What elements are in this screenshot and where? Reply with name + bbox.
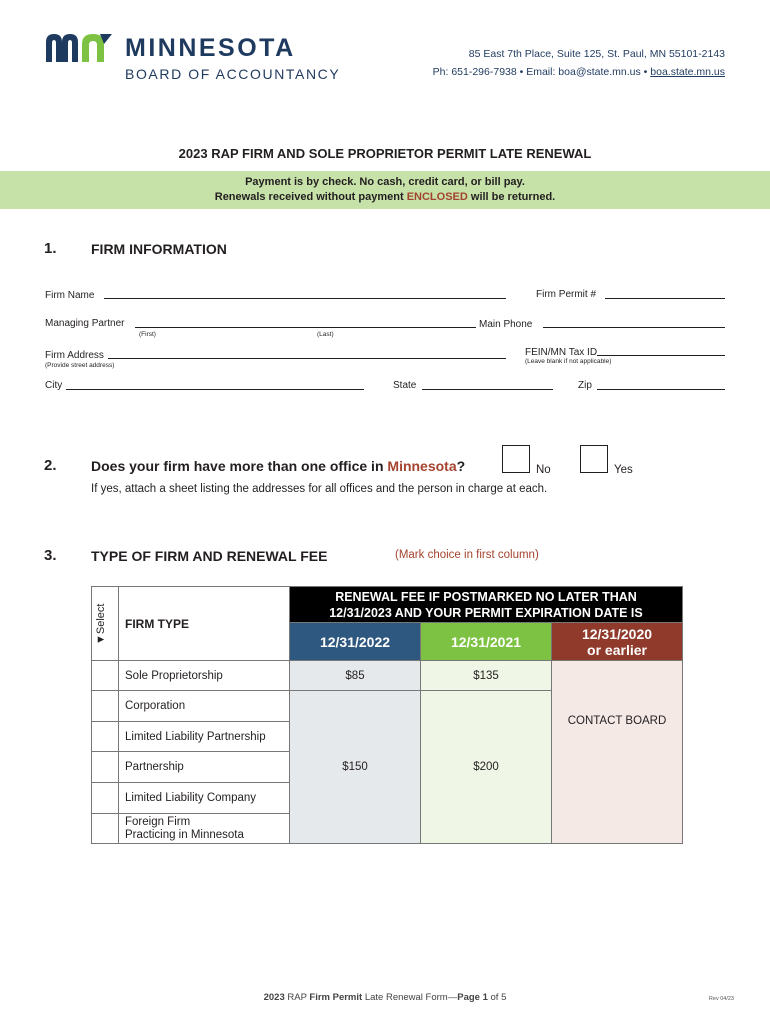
fee-other-2022: $150 xyxy=(290,691,421,844)
date3-line-1: 12/31/2020 xyxy=(581,625,653,642)
state-label: State xyxy=(393,380,417,391)
select-llc[interactable] xyxy=(92,783,119,814)
date3-line-2: or earlier xyxy=(587,641,647,658)
fein-hint: (Leave blank if not applicable) xyxy=(525,358,612,365)
select-header-label: ▼Select xyxy=(95,603,107,645)
section-2-question xyxy=(91,458,465,474)
yes-label: Yes xyxy=(614,464,633,476)
no-checkbox[interactable] xyxy=(502,445,530,473)
first-name-hint: (First) xyxy=(139,331,156,338)
select-corporation[interactable] xyxy=(92,691,119,722)
select-foreign-firm[interactable] xyxy=(92,814,119,844)
question-minnesota: Minnesota xyxy=(387,458,457,474)
main-phone-field[interactable] xyxy=(543,327,725,328)
select-partnership[interactable] xyxy=(92,752,119,783)
date-column-2021: 12/31/2021 xyxy=(421,623,552,661)
firm-permit-field[interactable] xyxy=(605,298,725,299)
org-name: MINNESOTA xyxy=(125,34,296,62)
firm-type-corporation: Corporation xyxy=(119,691,290,722)
section-3-hint: (Mark choice in first column) xyxy=(395,549,539,561)
managing-partner-label: Managing Partner xyxy=(45,318,125,329)
minnesota-logo-icon xyxy=(44,30,114,64)
renewal-fee-header xyxy=(290,587,683,623)
section-3-number: 3. xyxy=(44,547,57,564)
zip-field[interactable] xyxy=(597,389,725,390)
firm-address-hint: (Provide street address) xyxy=(45,362,115,369)
payment-line-1: Payment is by check. No cash, credit card, or bill pay. xyxy=(245,176,525,188)
state-field[interactable] xyxy=(422,389,553,390)
revision-date: Rev 04/23 xyxy=(708,996,734,1002)
firm-type-sole-proprietorship: Sole Proprietorship xyxy=(119,661,290,691)
payment-line-2-post: will be returned. xyxy=(467,191,556,203)
form-title: 2023 RAP FIRM AND SOLE PROPRIETOR PERMIT LATE RENEWAL xyxy=(178,146,592,161)
question-text: Does your firm have more than one office in xyxy=(91,458,388,474)
footer-year: 2023 xyxy=(263,992,285,1003)
phone-email: Ph: 651-296-7938 • Email: boa@state.mn.us • xyxy=(432,66,651,78)
footer-page-number: Page 1 xyxy=(457,992,488,1003)
section-2-number: 2. xyxy=(44,457,57,474)
payment-line-2-pre: Renewals received without payment xyxy=(214,191,407,203)
firm-address-label: Firm Address xyxy=(45,350,104,361)
firm-name-label: Firm Name xyxy=(45,290,95,301)
last-name-hint: (Last) xyxy=(317,331,334,338)
date-column-2022: 12/31/2022 xyxy=(290,623,421,661)
renewal-header-line-2: 12/31/2023 AND YOUR PERMIT EXPIRATION DATE IS xyxy=(329,605,643,620)
firm-name-field[interactable] xyxy=(104,298,506,299)
main-phone-label: Main Phone xyxy=(479,319,533,330)
section-2-note: If yes, attach a sheet listing the addresses for all offices and the person in charge at each. xyxy=(91,483,548,495)
date-column-2020-or-earlier xyxy=(552,623,683,661)
contact-board-cell: CONTACT BOARD xyxy=(552,661,683,844)
select-header xyxy=(92,587,119,661)
contact-block xyxy=(433,45,725,81)
section-1-title: FIRM INFORMATION xyxy=(91,241,227,257)
city-field[interactable] xyxy=(66,389,364,390)
firm-address-field[interactable] xyxy=(108,358,506,359)
fee-sole-2022: $85 xyxy=(290,661,421,691)
payment-line-2 xyxy=(0,190,770,205)
fein-field[interactable] xyxy=(597,355,725,356)
footer-mid: Late Renewal Form— xyxy=(362,992,458,1003)
managing-partner-field[interactable] xyxy=(135,327,476,328)
website-link[interactable]: boa.state.mn.us xyxy=(650,66,725,78)
foreign-firm-line-2: Practicing in Minnesota xyxy=(125,828,244,841)
contact-line xyxy=(433,63,725,81)
firm-type-foreign-firm xyxy=(119,814,290,844)
payment-notice xyxy=(0,171,770,209)
question-mark: ? xyxy=(456,458,466,474)
payment-enclosed: ENCLOSED xyxy=(406,191,468,203)
fee-other-2021: $200 xyxy=(421,691,552,844)
fee-table xyxy=(91,586,683,844)
zip-label: Zip xyxy=(578,380,592,391)
no-label: No xyxy=(536,464,551,476)
foreign-firm-line-1: Foreign Firm xyxy=(125,815,191,828)
fein-label: FEIN/MN Tax ID xyxy=(525,347,598,358)
footer-form-name: Firm Permit xyxy=(309,992,363,1003)
footer-pre: RAP xyxy=(284,992,310,1003)
address: 85 East 7th Place, Suite 125, St. Paul, MN 55101-2143 xyxy=(468,48,725,60)
yes-checkbox[interactable] xyxy=(580,445,608,473)
firm-permit-label: Firm Permit # xyxy=(536,289,596,300)
fee-sole-2021: $135 xyxy=(421,661,552,691)
city-label: City xyxy=(45,380,63,391)
renewal-header-line-1: RENEWAL FEE IF POSTMARKED NO LATER THAN xyxy=(335,589,637,604)
page-footer xyxy=(0,992,770,1003)
select-sole-proprietorship[interactable] xyxy=(92,661,119,691)
firm-type-header: FIRM TYPE xyxy=(119,587,290,661)
org-subtitle: BOARD OF ACCOUNTANCY xyxy=(125,66,341,82)
section-3-title: TYPE OF FIRM AND RENEWAL FEE xyxy=(91,548,328,564)
section-1-number: 1. xyxy=(44,240,57,257)
firm-type-llp: Limited Liability Partnership xyxy=(119,722,290,752)
firm-type-llc: Limited Liability Company xyxy=(119,783,290,814)
firm-type-partnership: Partnership xyxy=(119,752,290,783)
select-llp[interactable] xyxy=(92,722,119,752)
footer-page-total: of 5 xyxy=(487,992,507,1003)
